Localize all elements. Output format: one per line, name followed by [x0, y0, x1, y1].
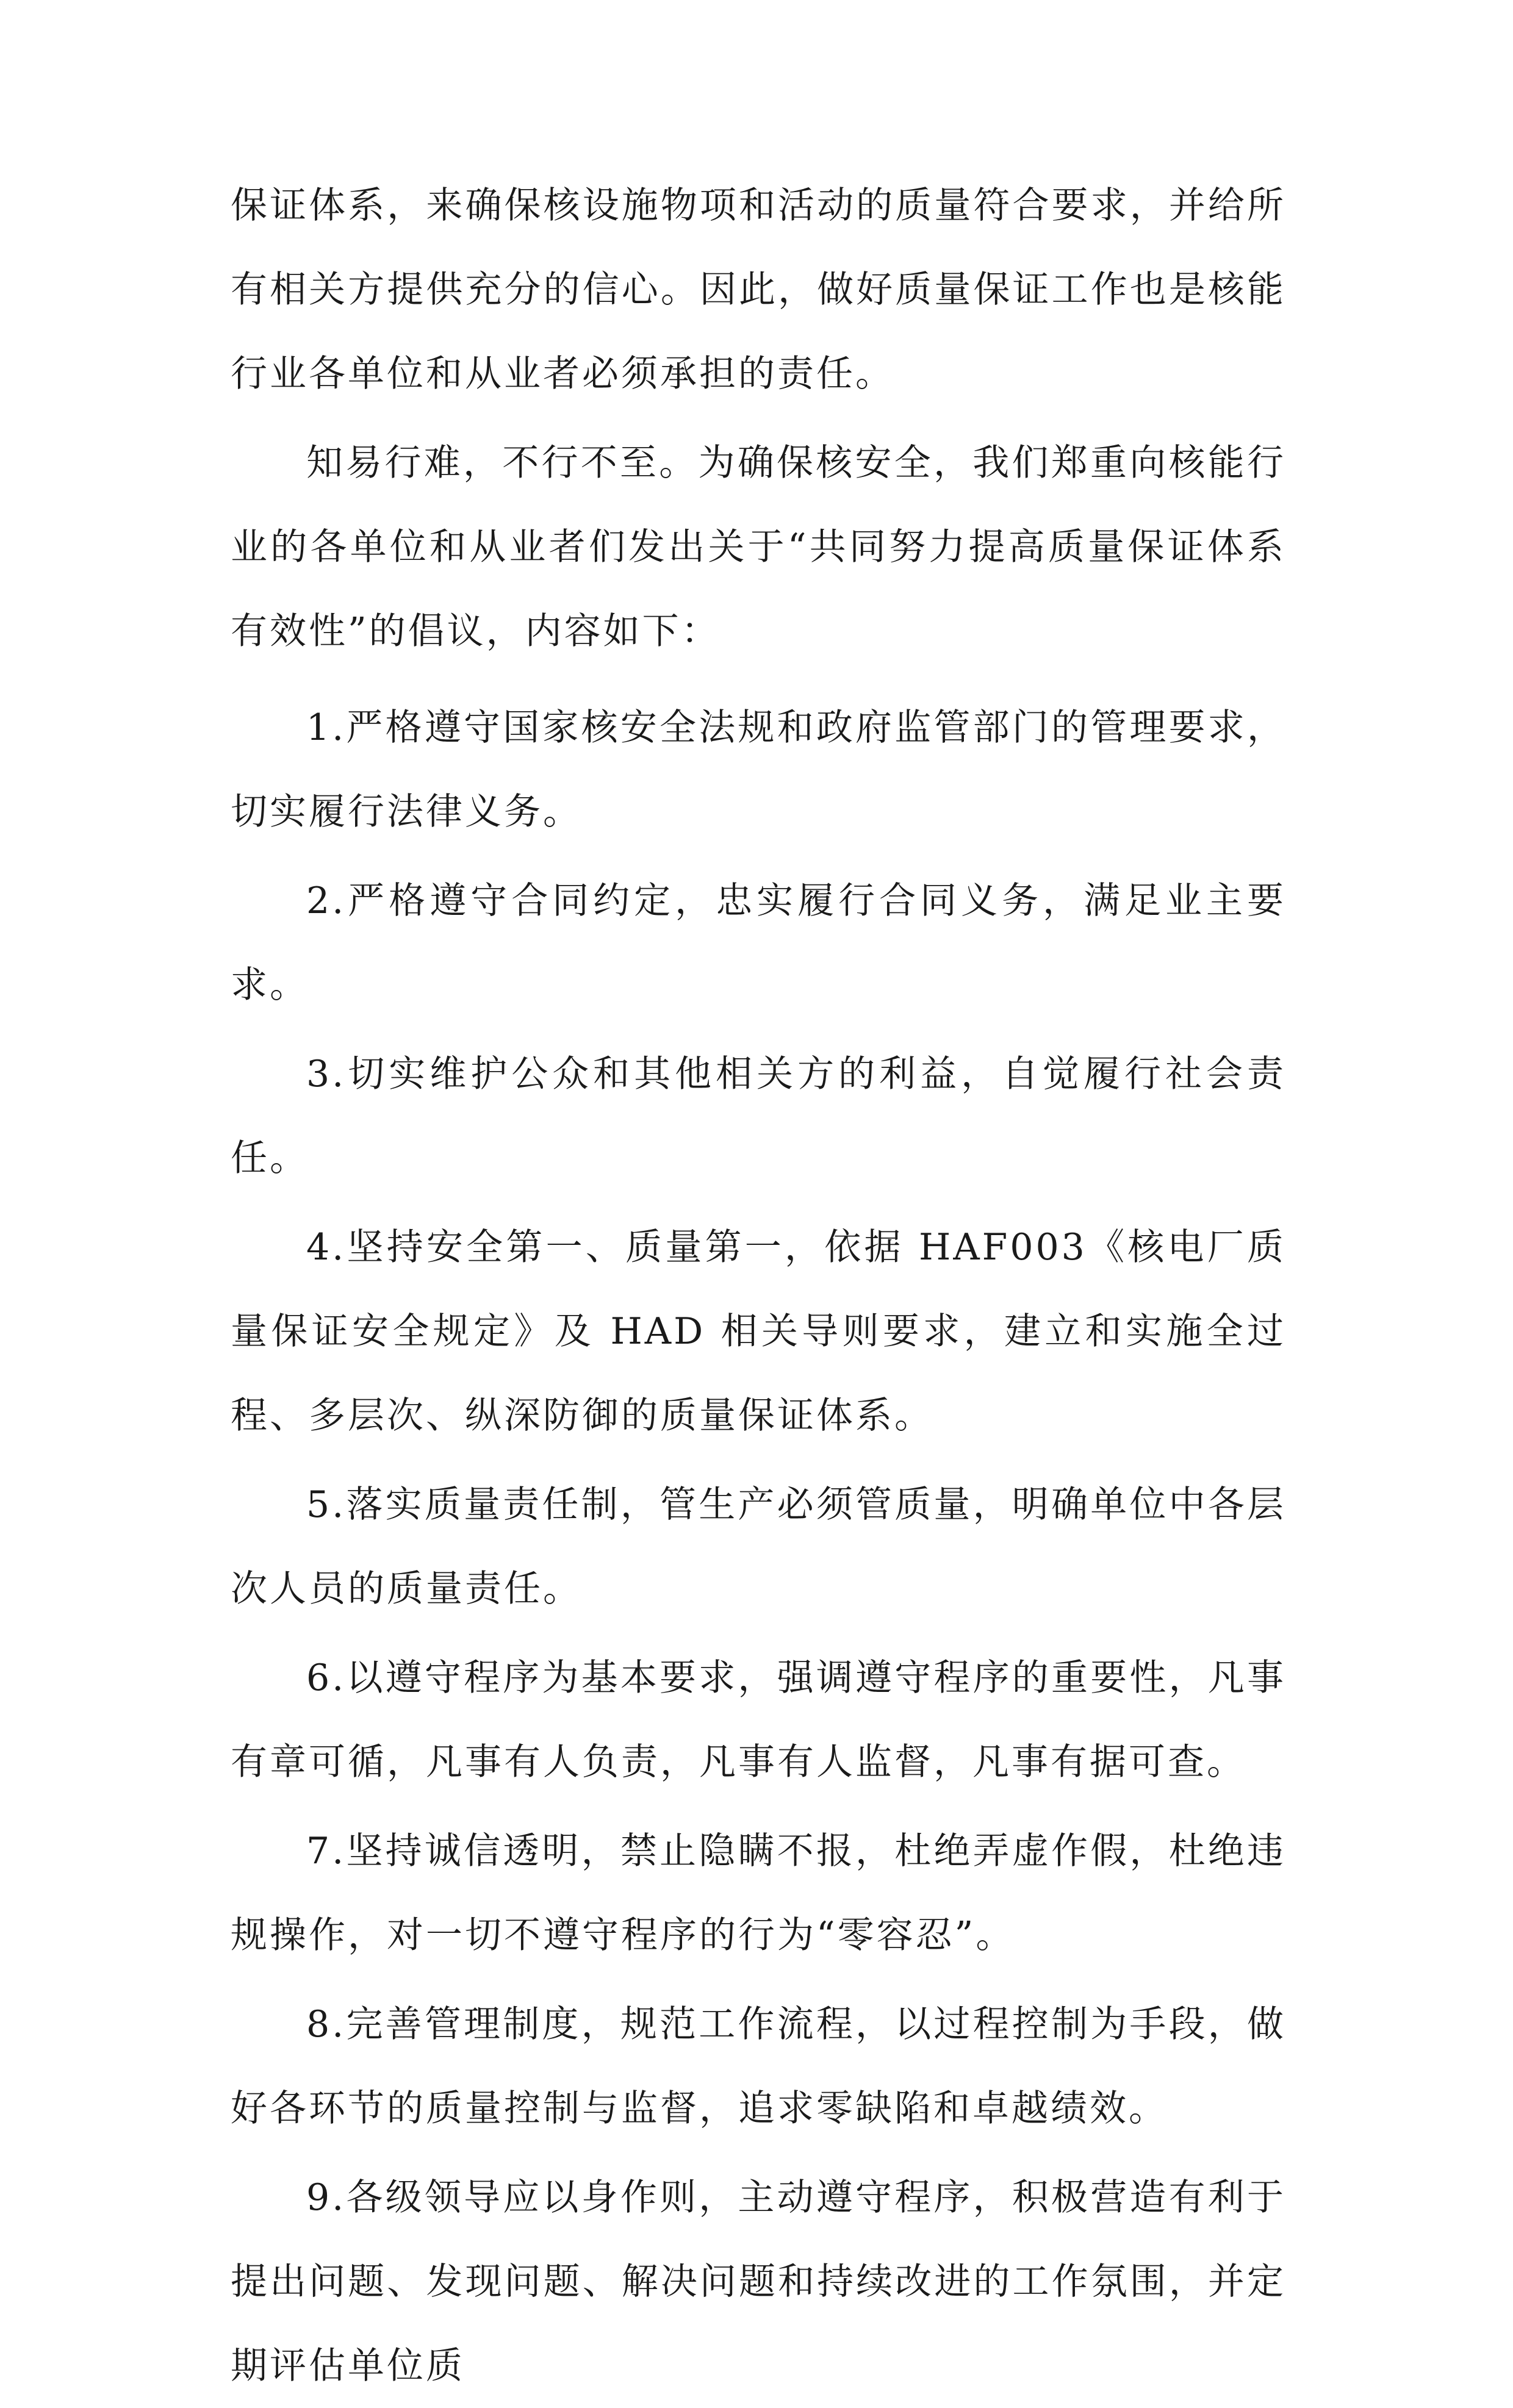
paragraph-initiative: 知易行难，不行不至。为确保核安全，我们郑重向核能行业的各单位和从业者们发出关于“共同努力提高质量保证体系有效性”的倡议，内容如下：: [231, 442, 1286, 653]
list-item-6: 6.以遵守程序为基本要求，强调遵守程序的重要性，凡事有章可循，凡事有人负责，凡事有人监督，凡事有据可查。: [231, 1657, 1286, 1783]
list-item-8: 8.完善管理制度，规范工作流程，以过程控制为手段，做好各环节的质量控制与监督，追求零缺陷和卓越绩效。: [231, 2003, 1286, 2130]
list-item-4: 4.坚持安全第一、质量第一，依据 HAF003《核电厂质量保证安全规定》及 HAD 相关导则要求，建立和实施全过程、多层次、纵深防御的质量保证体系。: [231, 1226, 1286, 1437]
paragraph-intro-continued: 保证体系，来确保核设施物项和活动的质量符合要求，并给所有相关方提供充分的信心。因此，做好质量保证工作也是核能行业各单位和从业者必须承担的责任。: [231, 184, 1286, 395]
document-page: [231, 163, 1286, 2408]
list-item-9: 9.各级领导应以身作则，主动遵守程序，积极营造有利于提出问题、发现问题、解决问题和持续改进的工作氛围，并定期评估单位质: [231, 2176, 1286, 2387]
list-item-7: 7.坚持诚信透明，禁止隐瞒不报，杜绝弄虚作假，杜绝违规操作，对一切不遵守程序的行为“零容忍”。: [231, 1830, 1286, 1957]
list-item-3: 3.切实维护公众和其他相关方的利益，自觉履行社会责任。: [231, 1053, 1286, 1180]
list-item-2: 2.严格遵守合同约定，忠实履行合同义务，满足业主要求。: [231, 880, 1286, 1006]
list-item-5: 5.落实质量责任制，管生产必须管质量，明确单位中各层次人员的质量责任。: [231, 1483, 1286, 1610]
list-item-1: 1.严格遵守国家核安全法规和政府监管部门的管理要求，切实履行法律义务。: [231, 706, 1286, 833]
